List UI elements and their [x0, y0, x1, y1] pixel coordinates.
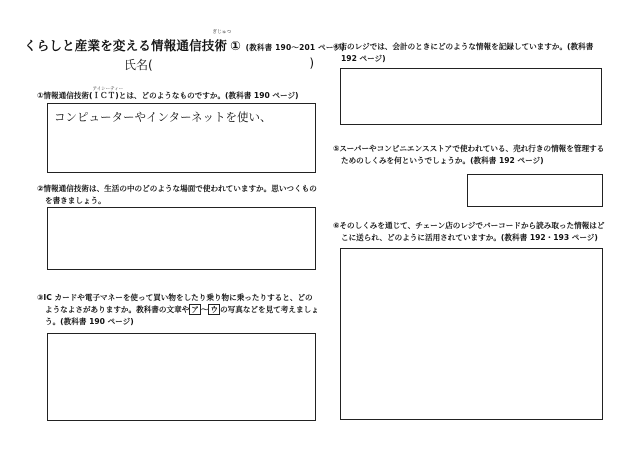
boxed-u: ウ: [210, 305, 219, 314]
question-4: ④店のレジでは、会計のときにどのような情報を記録していますか。(教科書 192 ページ): [333, 42, 594, 63]
title-number: ①: [230, 38, 242, 53]
answer-box-3[interactable]: [47, 333, 316, 421]
title-jutsu-ruby: ぎじゅつ: [212, 30, 232, 35]
name-field[interactable]: [124, 56, 314, 73]
answer-box-5[interactable]: [467, 174, 603, 207]
title-main: くらしと産業を変える情報通信技: [24, 38, 215, 53]
answer-box-4[interactable]: [340, 68, 602, 125]
question-2: ②情報通信技術は、生活の中のどのような場面で使われていますか。思いつくもの を書きましょう。: [37, 184, 317, 205]
title-pages: (教科書 190～201 ページ): [245, 43, 345, 52]
answer-box-1[interactable]: [47, 103, 316, 173]
name-open-paren: (: [148, 58, 153, 72]
answer-box-6[interactable]: [340, 248, 603, 420]
ict-term: アイシーティー ＩＣＴ: [92, 90, 115, 102]
name-close-paren: ): [309, 56, 314, 70]
ict-ruby: アイシーティー: [92, 87, 124, 92]
title-jutsu: ぎじゅつ 術: [212, 30, 232, 53]
boxed-a: ア: [191, 305, 199, 314]
answer-box-2[interactable]: [47, 207, 316, 270]
question-6: ⑥そのしくみを通じて、チェーン店のレジでバーコードから読み取った情報はど こに送られ、どのように活用されていますか。(教科書 192・193 ページ): [333, 221, 605, 242]
question-3: ③IC カードや電子マネーを使って買い物をしたり乗り物に乗ったりすると、どの ようなよさがありますか。教科書の文章や ア ～ ウ の写真などを見て考えましょ う。(教科書 190 ページ): [37, 293, 319, 326]
question-5: ⑤スーパーやコンビニエンスストアで使われている、売れ行きの情報を管理する ためのしくみを何というでしょうか。(教科書 192 ページ): [333, 144, 605, 165]
name-label: 氏名: [124, 58, 149, 72]
answer-1-text: コンピューターやインターネットを使い、: [54, 110, 272, 124]
question-1: ①情報通信技術( アイシーティー ＩＣＴ)とは、どのようなものですか。(教科書 190 ページ): [37, 90, 299, 102]
worksheet-title: [24, 30, 345, 54]
